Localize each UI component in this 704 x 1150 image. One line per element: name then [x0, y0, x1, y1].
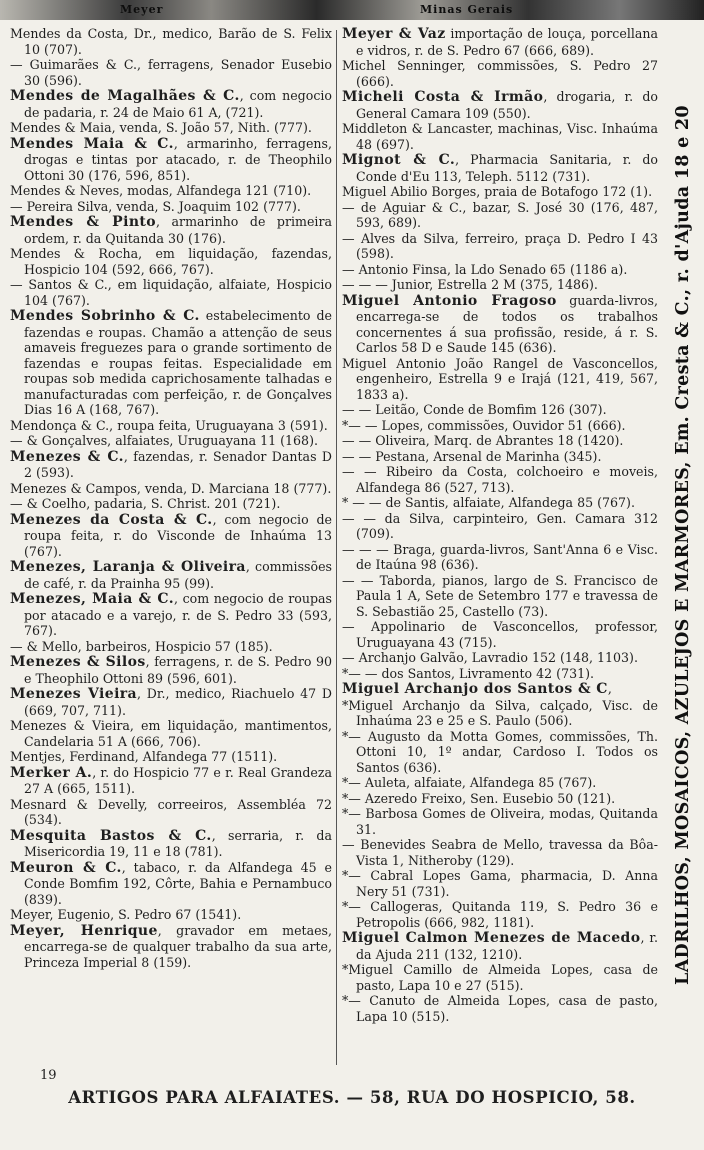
directory-entry: [10, 797, 332, 828]
directory-entry: [342, 89, 658, 121]
directory-entry: [342, 184, 658, 200]
entry-text: , serraria, r. da Misericordia 19, 11 e 18 (781).: [24, 827, 332, 859]
entry-name: Mendes Maia & C.: [10, 135, 174, 152]
directory-entry: [342, 231, 658, 262]
entry-name: Merker A.: [10, 764, 93, 781]
directory-entry: [10, 686, 332, 718]
entry-text: , com negocio de roupa feita, r. do Visconde de Inhaúma 13 (767).: [24, 511, 333, 559]
entry-text: *Miguel Archanjo da Silva, calçado, Visc. de Inhaúma 23 e 25 e S. Paulo (506).: [342, 697, 658, 728]
entry-text: — — Taborda, pianos, largo de S. Francisco de Paula 1 A, Sete de Setembro 177 e travessa de S. Sebastião 25, Castello (73).: [342, 572, 658, 619]
entry-name: Mendes de Magalhães & C.: [10, 88, 240, 104]
entry-text: *— Azeredo Freixo, Sen. Eusebio 50 (121).: [342, 790, 616, 806]
entry-text: ,: [607, 681, 612, 696]
entry-text: — Benevides Seabra de Mello, travessa da Bôa-Vista 1, Nitheroby (129).: [342, 837, 658, 868]
directory-entry: [10, 449, 332, 481]
entry-name: Menezes Vieira: [10, 686, 138, 702]
entry-text: — Guimarães & C., ferragens, Senador Eusebio 30 (596).: [10, 57, 332, 88]
entry-text: Mendes da Costa, Dr., medico, Barão de S. Felix 10 (707).: [10, 26, 332, 57]
entry-name: Meyer & Vaz: [342, 26, 446, 42]
directory-entry: [342, 666, 658, 682]
directory-entry: [10, 57, 332, 88]
entry-text: Menezes & Vieira, em liquidação, mantimentos, Candelaria 51 A (666, 706).: [10, 718, 332, 749]
entry-text: Mendes & Neves, modas, Alfandega 121 (710).: [10, 183, 312, 198]
entry-text: guarda-livros, encarrega-se de todos os trabalhos concernentes á sua profissão, reside, á r. S. Carlos 58 D e Saude 145 (636).: [356, 292, 658, 355]
entry-text: *— Barbosa Gomes de Oliveira, modas, Quitanda 31.: [342, 806, 658, 837]
entry-text: Mendonça & C., roupa feita, Uruguayana 3 (591).: [10, 417, 328, 433]
entry-text: — Pereira Silva, venda, S. Joaquim 102 (777).: [10, 198, 301, 214]
directory-entry: [342, 868, 658, 899]
directory-entry: [10, 183, 332, 199]
entry-text: , drogaria, r. do General Camara 109 (550).: [356, 89, 658, 121]
entry-text: , com negocio de roupas por atacado e a varejo, r. de S. Pedro 33 (593, 767).: [24, 591, 332, 638]
entry-text: Mentjes, Ferdinand, Alfandega 77 (1511).: [10, 749, 278, 764]
entry-text: — — — Junior, Estrella 2 M (375, 1486).: [342, 277, 598, 292]
entry-text: *— Augusto da Motta Gomes, commissões, Th. Ottoni 10, 1º andar, Cardoso I. Todos os Santos (636).: [342, 728, 658, 775]
column-divider: [336, 30, 337, 1065]
directory-entry: [10, 907, 332, 923]
directory-entry: [10, 559, 332, 591]
directory-entry: [342, 58, 658, 89]
entry-text: , tabaco, r. da Alfandega 45 e Conde Bomfim 192, Côrte, Bahia e Pernambuco (839).: [24, 859, 332, 907]
entry-text: , ferragens, r. de S. Pedro 90 e Theophilo Ottoni 89 (596, 601).: [24, 654, 332, 686]
entry-name: Miguel Antonio Fragoso: [342, 292, 557, 309]
side-advertisement-text: LADRILHOS, MOSAICOS, AZULEJOS E MARMORES, Em. Cresta & C., r. d'Ajuda 18 e 20: [673, 105, 693, 985]
directory-entry: [342, 293, 658, 356]
directory-entry: [342, 729, 658, 776]
directory-entry: [342, 791, 658, 807]
directory-entry: [342, 26, 658, 58]
entry-text: *— Cabral Lopes Gama, pharmacia, D. Anna Nery 51 (731).: [342, 868, 658, 899]
directory-entry: [342, 402, 658, 418]
directory-entry: [342, 775, 658, 791]
entry-name: Meyer, Henrique: [10, 922, 158, 939]
entry-text: — Appolinario de Vasconcellos, professor, Uruguayana 43 (715).: [342, 619, 658, 650]
directory-entry: [10, 749, 332, 765]
entry-text: , r. da Ajuda 211 (132, 1210).: [356, 930, 658, 962]
directory-entry: [10, 860, 332, 908]
entry-text: , gravador em metaes, encarrega-se de qualquer trabalho da sua arte, Princeza Imperial 8 (159).: [24, 922, 333, 970]
entry-text: Miguel Antonio João Rangel de Vasconcellos, engenheiro, Estrella 9 e Irajá (121, 419, 567, 1833 a).: [342, 355, 658, 402]
entry-text: Menezes & Campos, venda, D. Marciana 18 (777).: [10, 480, 332, 496]
entry-text: *— Callogeras, Quitanda 119, S. Pedro 36 e Petropolis (666, 982, 1181).: [342, 899, 658, 930]
entry-text: Middleton & Lancaster, machinas, Visc. Inhaúma 48 (697).: [342, 121, 658, 152]
directory-entry: [342, 511, 658, 542]
entry-text: — Archanjo Galvão, Lavradio 152 (148, 1103).: [342, 650, 638, 665]
directory-entry: [342, 449, 658, 465]
directory-entry: [342, 681, 658, 698]
entry-name: Miguel Archanjo dos Santos & C: [342, 681, 608, 697]
left-column: [10, 26, 332, 970]
directory-entry: [10, 214, 332, 246]
entry-name: Micheli Costa & Irmão: [342, 89, 544, 105]
entry-text: — de Aguiar & C., bazar, S. José 30 (176, 487, 593, 689).: [342, 199, 658, 230]
directory-entry: [10, 277, 332, 308]
entry-name: Menezes, Maia & C.: [10, 591, 174, 607]
entry-text: Michel Senninger, commissões, S. Pedro 27 (666).: [342, 58, 658, 89]
entry-text: Mesnard & Develly, correeiros, Assembléa 72 (534).: [10, 796, 332, 827]
directory-entry: [342, 200, 658, 231]
directory-entry: [10, 654, 332, 686]
entry-text: — — Leitão, Conde de Bomfim 126 (307).: [342, 402, 607, 417]
directory-entry: [342, 698, 658, 729]
entry-text: — — Pestana, Arsenal de Marinha (345).: [342, 448, 602, 464]
entry-text: importação de louça, porcellana e vidros, r. de S. Pedro 67 (666, 689).: [356, 26, 658, 58]
directory-entry: [10, 639, 332, 655]
entry-text: , Dr., medico, Riachuelo 47 D (669, 707, 711).: [24, 686, 332, 718]
directory-entry: [10, 765, 332, 797]
entry-text: , armarinho, ferragens, drogas e tintas por atacado, r. de Theophilo Ottoni 30 (176, 596, 851).: [24, 135, 332, 183]
footer-advertisement: ARTIGOS PARA ALFAIATES. — 58, RUA DO HOSPICIO, 58.: [68, 1088, 636, 1107]
directory-entry: [10, 591, 332, 639]
directory-entry: [10, 418, 332, 434]
directory-entry: [342, 121, 658, 152]
directory-entry: [342, 495, 658, 511]
directory-entry: [342, 573, 658, 620]
directory-entry: [10, 433, 332, 449]
entry-text: *— — dos Santos, Livramento 42 (731).: [342, 665, 595, 681]
entry-text: , armarinho de primeira ordem, r. da Quitanda 30 (176).: [24, 214, 332, 246]
directory-entry: [342, 262, 658, 278]
entry-text: * — — de Santis, alfaiate, Alfandega 85 (767).: [342, 495, 635, 510]
right-column: [342, 26, 658, 1024]
directory-entry: [342, 433, 658, 449]
entry-text: Meyer, Eugenio, S. Pedro 67 (1541).: [10, 907, 242, 922]
entry-text: *Miguel Camillo de Almeida Lopes, casa de pasto, Lapa 10 e 27 (515).: [342, 962, 658, 993]
entry-name: Mesquita Bastos & C.: [10, 827, 212, 844]
entry-text: , Pharmacia Sanitaria, r. do Conde d'Eu 113, Teleph. 5112 (731).: [356, 152, 659, 184]
entry-name: Menezes & Silos: [10, 654, 146, 670]
directory-entry: [10, 26, 332, 57]
directory-entry: [342, 806, 658, 837]
entry-text: *— Canuto de Almeida Lopes, casa de pasto, Lapa 10 (515).: [342, 993, 658, 1024]
directory-entry: [10, 923, 332, 971]
entry-text: — & Gonçalves, alfaiates, Uruguayana 11 (168).: [10, 433, 318, 448]
entry-name: Mendes Sobrinho & C.: [10, 308, 200, 324]
header-left-fragment: Meyer: [120, 3, 164, 16]
directory-entry: [342, 619, 658, 650]
entry-text: Mendes & Rocha, em liquidação, fazendas, Hospicio 104 (592, 666, 767).: [10, 246, 332, 277]
entry-text: , r. do Hospicio 77 e r. Real Grandeza 27 A (665, 1511).: [24, 764, 332, 796]
directory-entry: [10, 828, 332, 860]
entry-text: — Alves da Silva, ferreiro, praça D. Pedro I 43 (598).: [342, 230, 658, 261]
directory-entry: [10, 246, 332, 277]
directory-entry: [342, 152, 658, 184]
entry-name: Menezes, Laranja & Oliveira: [10, 559, 246, 575]
directory-entry: [10, 308, 332, 418]
entry-text: — Santos & C., em liquidação, alfaiate, Hospicio 104 (767).: [10, 277, 332, 308]
entry-text: , commissões de café, r. da Prainha 95 (99).: [24, 559, 333, 591]
side-advertisement: [666, 0, 702, 1000]
directory-entry: [342, 930, 658, 962]
page-number: 19: [40, 1068, 57, 1083]
entry-text: — — Oliveira, Marq. de Abrantes 18 (1420).: [342, 433, 624, 448]
entry-name: Miguel Calmon Menezes de Macedo: [342, 930, 641, 946]
entry-name: Menezes & C.: [10, 448, 124, 465]
entry-text: , fazendas, r. Senador Dantas D 2 (593).: [24, 448, 332, 480]
directory-entry: [342, 993, 658, 1024]
directory-entry: [342, 418, 658, 434]
entry-text: *— Auleta, alfaiate, Alfandega 85 (767).: [342, 775, 597, 790]
entry-text: — — Ribeiro da Costa, colchoeiro e moveis, Alfandega 86 (527, 713).: [342, 464, 658, 495]
page-header-strip: [0, 0, 704, 20]
entry-name: Menezes da Costa & C.: [10, 511, 213, 528]
entry-text: — — da Silva, carpinteiro, Gen. Camara 312 (709).: [342, 510, 658, 541]
directory-entry: [342, 356, 658, 403]
directory-entry: [342, 650, 658, 666]
directory-entry: [10, 88, 332, 120]
directory-entry: [10, 120, 332, 136]
directory-entry: [342, 277, 658, 293]
directory-entry: [342, 899, 658, 930]
directory-entry: [342, 542, 658, 573]
directory-entry: [10, 199, 332, 215]
entry-name: Mendes & Pinto: [10, 214, 157, 230]
entry-text: *— — Lopes, commissões, Ouvidor 51 (666).: [342, 417, 626, 433]
entry-name: Mignot & C.: [342, 152, 456, 168]
entry-text: — & Coelho, padaria, S. Christ. 201 (721).: [10, 496, 281, 511]
directory-entry: [10, 512, 332, 560]
entry-text: Miguel Abilio Borges, praia de Botafogo 172 (1).: [342, 184, 653, 199]
entry-name: Meuron & C.: [10, 859, 122, 876]
entry-text: — — — Braga, guarda-livros, Sant'Anna 6 e Visc. de Itaúna 98 (636).: [342, 541, 658, 572]
entry-text: — & Mello, barbeiros, Hospicio 57 (185).: [10, 638, 273, 654]
header-right-fragment: Minas Gerais: [420, 3, 514, 16]
directory-entry: [10, 136, 332, 184]
directory-entry: [10, 481, 332, 497]
directory-entry: [342, 962, 658, 993]
directory-entry: [10, 496, 332, 512]
entry-text: estabelecimento de fazendas e roupas. Chamão a attenção de seus amaveis freguezes para o grande sortimento de fazendas e roupas feitas. Especialidade em roupas sob medida caprichosamente talhadas e manufacturadas com perfeição, r. de Gonçalves Dias 16 A (168, 767).: [24, 308, 333, 417]
entry-text: , com negocio de padaria, r. 24 de Maio 61 A, (721).: [24, 88, 332, 120]
directory-entry: [342, 464, 658, 495]
directory-entry: [342, 837, 658, 868]
directory-entry: [10, 718, 332, 749]
entry-text: — Antonio Finsa, la Ldo Senado 65 (1186 a).: [342, 261, 628, 277]
entry-text: Mendes & Maia, venda, S. João 57, Nith. (777).: [10, 120, 312, 135]
